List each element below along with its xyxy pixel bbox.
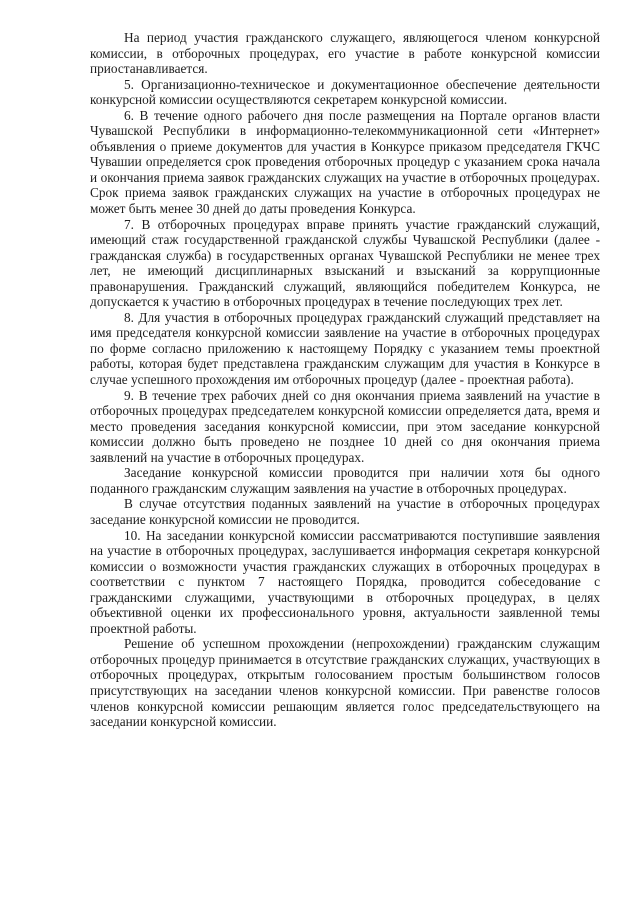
paragraph-item-7: 7. В отборочных процедурах вправе принять участие гражданский служащий, имеющий стаж государственной гражданской службы Чувашской Республики (далее - гражданская служба) в государственных органах Чувашской Республики не менее трех лет, не имеющий дисциплинарных взысканий и взысканий за коррупционные правонарушения. Гражданский служащий, являющийся победителем Конкурса, не допускается к участию в отборочных процедурах в течение последующих трех лет. (90, 216, 600, 310)
document-page (90, 30, 600, 730)
paragraph-decision: Решение об успешном прохождении (непрохождении) гражданским служащим отборочных процедур принимается в отсутствие гражданских служащих, участвующих в отборочных процедурах, открытым голосованием простым большинством голосов присутствующих на заседании членов конкурсной комиссии. При равенстве голосов членов конкурсной комиссии решающим является голос председательствующего на заседании конкурсной комиссии. (90, 636, 600, 730)
paragraph-item-10: 10. На заседании конкурсной комиссии рассматриваются поступившие заявления на участие в отборочных процедурах, заслушивается информация секретаря конкурсной комиссии о возможности участия гражданских служащих в отборочных процедурах в соответствии с пунктом 7 настоящего Порядка, проводится собеседование с гражданскими служащими, участвующими в отборочных процедурах, в целях объективной оценки их профессионального уровня, актуальности заявленной темы проектной работы. (90, 527, 600, 636)
paragraph-item-6: 6. В течение одного рабочего дня после размещения на Портале органов власти Чувашской Республики в информационно-телекоммуникационной сети «Интернет» объявления о приеме документов для участия в Конкурсе приказом председателя ГКЧС Чувашии определяется срок проведения отборочных процедур с указанием срока начала и окончания приема заявок гражданских служащих на участие в отборочных процедурах. Срок приема заявок гражданских служащих на участие в отборочных процедурах не может быть менее 30 дней до даты проведения Конкурса. (90, 107, 600, 217)
paragraph-item-5: 5. Организационно-техническое и документационное обеспечение деятельности конкурсной комиссии осуществляются секретарем конкурсной комиссии. (90, 76, 600, 108)
paragraph-item-8: 8. Для участия в отборочных процедурах гражданский служащий представляет на имя председателя конкурсной комиссии заявление на участие в отборочных процедурах по форме согласно приложению к настоящему Порядку с указанием темы проектной работы, которая будет представлена гражданским служащим для участия в Конкурсе в случае успешного прохождения им отборочных процедур (далее - проектная работа). (90, 309, 600, 388)
paragraph-no-applications: В случае отсутствия поданных заявлений на участие в отборочных процедурах заседание конкурсной комиссии не проводится. (90, 496, 600, 527)
paragraph-session-quorum: Заседание конкурсной комиссии проводится при наличии хотя бы одного поданного гражданским служащим заявления на участие в отборочных процедурах. (90, 465, 600, 496)
paragraph-item-9: 9. В течение трех рабочих дней со дня окончания приема заявлений на участие в отборочных процедурах председателем конкурсной комиссии определяется дата, время и место проведения заседания конкурсной комиссии, при этом заседание конкурсной комиссии должно быть проведено не позднее 10 дней со дня окончания приема заявлений на участие в отборочных процедурах. (90, 387, 600, 465)
paragraph-commission-suspension: На период участия гражданского служащего, являющегося членом конкурсной комиссии, в отборочных процедурах, его участие в работе конкурсной комиссии приостанавливается. (90, 30, 600, 77)
